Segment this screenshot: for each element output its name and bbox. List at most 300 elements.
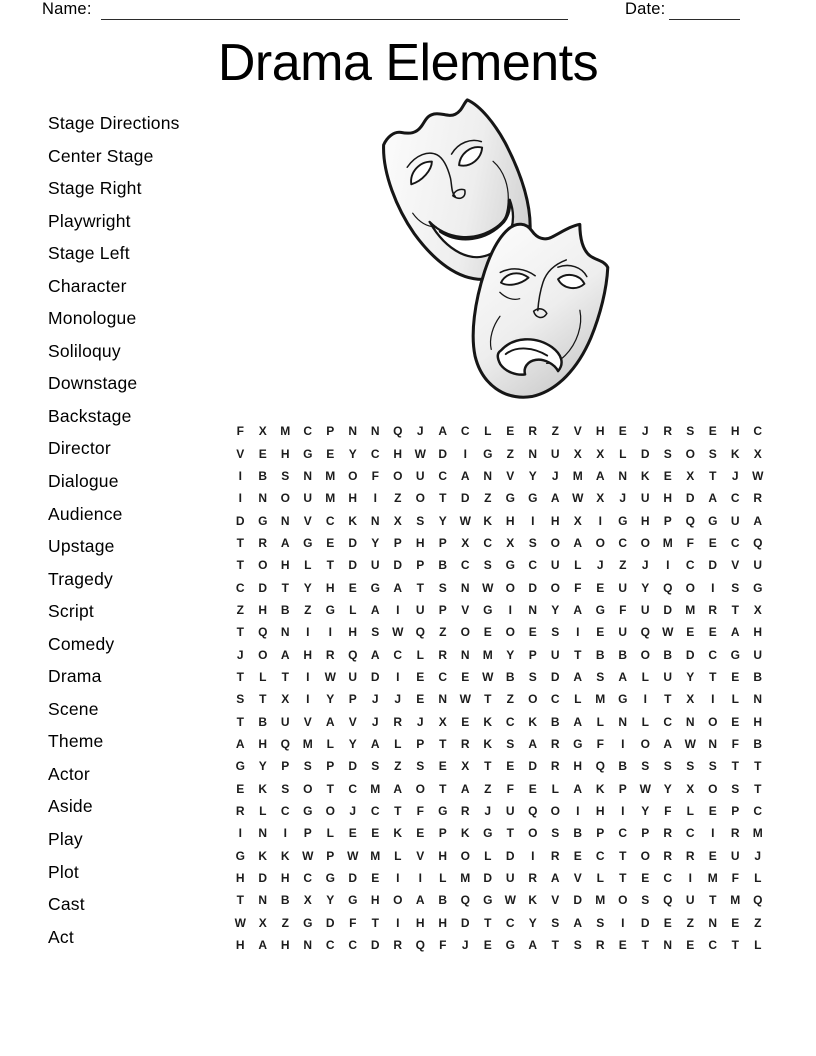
grid-letter: N: [370, 513, 380, 528]
grid-letter: X: [281, 692, 290, 707]
grid-letter: W: [482, 669, 494, 684]
grid-letter: S: [416, 759, 425, 774]
grid-letter: Y: [663, 781, 672, 796]
grid-letter: S: [528, 535, 537, 550]
grid-letter: S: [641, 759, 650, 774]
grid-letter: Z: [506, 692, 514, 707]
grid-letter: J: [371, 714, 379, 729]
grid-letter: B: [280, 602, 290, 617]
grid-letter: Z: [754, 915, 762, 930]
grid-letter: A: [753, 513, 763, 528]
grid-letter: O: [528, 692, 538, 707]
grid-letter: E: [416, 692, 425, 707]
grid-letter: Z: [281, 915, 289, 930]
grid-letter: S: [371, 625, 380, 640]
grid-letter: O: [640, 736, 650, 751]
grid-letter: G: [708, 513, 718, 528]
grid-letter: E: [236, 781, 245, 796]
grid-letter: H: [258, 736, 268, 751]
grid-letter: G: [505, 491, 515, 506]
grid-letter: L: [731, 692, 739, 707]
name-label: Name:: [42, 0, 92, 18]
grid-letter: S: [551, 915, 560, 930]
grid-letter: Y: [371, 535, 380, 550]
word-list-item: Act: [48, 926, 74, 947]
grid-letter: J: [416, 424, 424, 439]
grid-letter: J: [349, 804, 357, 819]
grid-letter: J: [236, 647, 244, 662]
grid-letter: D: [528, 759, 538, 774]
grid-letter: U: [348, 669, 358, 684]
grid-letter: H: [550, 513, 560, 528]
grid-letter: L: [596, 871, 604, 886]
grid-letter: L: [349, 602, 357, 617]
grid-letter: C: [483, 535, 493, 550]
grid-letter: R: [528, 871, 538, 886]
grid-letter: R: [235, 804, 245, 819]
grid-letter: J: [641, 424, 649, 439]
grid-letter: B: [258, 714, 268, 729]
grid-letter: U: [640, 602, 650, 617]
grid-letter: I: [621, 804, 625, 819]
grid-letter: I: [396, 915, 400, 930]
grid-letter: L: [484, 424, 492, 439]
grid-letter: Q: [753, 535, 763, 550]
grid-letter: H: [258, 602, 268, 617]
grid-letter: B: [505, 669, 515, 684]
grid-letter: H: [573, 759, 583, 774]
grid-letter: C: [325, 938, 335, 953]
grid-letter: C: [460, 558, 470, 573]
grid-letter: G: [258, 513, 268, 528]
grid-letter: O: [640, 848, 650, 863]
grid-letter: T: [439, 781, 447, 796]
grid-letter: D: [640, 915, 650, 930]
grid-letter: G: [325, 871, 335, 886]
grid-letter: I: [306, 692, 310, 707]
grid-letter: S: [371, 759, 380, 774]
grid-letter: U: [280, 714, 290, 729]
grid-letter: L: [596, 714, 604, 729]
grid-letter: H: [280, 938, 290, 953]
grid-letter: E: [596, 625, 605, 640]
grid-letter: G: [595, 602, 605, 617]
grid-letter: W: [302, 848, 314, 863]
grid-letter: N: [303, 938, 313, 953]
grid-letter: F: [731, 871, 739, 886]
grid-letter: P: [596, 826, 605, 841]
grid-letter: B: [618, 647, 628, 662]
grid-letter: P: [416, 558, 425, 573]
grid-letter: Q: [753, 893, 763, 908]
grid-letter: I: [238, 826, 242, 841]
grid-letter: U: [685, 893, 695, 908]
grid-letter: Z: [304, 602, 312, 617]
grid-letter: S: [663, 446, 672, 461]
grid-letter: E: [596, 580, 605, 595]
grid-letter: C: [550, 692, 560, 707]
grid-letter: Q: [460, 893, 470, 908]
grid-letter: C: [708, 647, 718, 662]
grid-letter: E: [708, 804, 717, 819]
grid-letter: U: [550, 446, 560, 461]
grid-letter: E: [641, 871, 650, 886]
grid-letter: X: [438, 714, 447, 729]
grid-letter: T: [709, 893, 717, 908]
grid-letter: X: [686, 692, 695, 707]
grid-letter: J: [551, 468, 559, 483]
grid-letter: X: [753, 602, 762, 617]
grid-letter: D: [348, 558, 358, 573]
word-list-item: Script: [48, 601, 94, 622]
grid-letter: I: [396, 602, 400, 617]
grid-letter: S: [573, 938, 582, 953]
grid-letter: L: [641, 669, 649, 684]
grid-letter: H: [370, 893, 380, 908]
grid-letter: C: [303, 424, 313, 439]
grid-letter: L: [641, 714, 649, 729]
grid-letter: C: [753, 424, 763, 439]
grid-letter: Z: [506, 446, 514, 461]
grid-letter: C: [325, 513, 335, 528]
grid-letter: E: [461, 669, 470, 684]
grid-letter: E: [528, 781, 537, 796]
grid-letter: C: [393, 647, 403, 662]
grid-letter: C: [370, 804, 380, 819]
grid-letter: A: [595, 468, 605, 483]
grid-letter: N: [460, 580, 470, 595]
grid-letter: C: [505, 915, 515, 930]
grid-letter: J: [731, 468, 739, 483]
grid-letter: Q: [640, 625, 650, 640]
grid-letter: R: [438, 647, 448, 662]
grid-letter: O: [348, 468, 358, 483]
grid-letter: H: [325, 580, 335, 595]
grid-letter: P: [438, 826, 447, 841]
grid-letter: D: [663, 602, 673, 617]
grid-letter: Q: [348, 647, 358, 662]
grid-letter: N: [708, 915, 718, 930]
grid-letter: R: [663, 826, 673, 841]
grid-letter: J: [619, 491, 627, 506]
word-list-item: Upstage: [48, 536, 115, 557]
grid-letter: I: [688, 871, 692, 886]
grid-letter: P: [641, 826, 650, 841]
grid-letter: D: [708, 558, 718, 573]
grid-letter: O: [415, 491, 425, 506]
grid-letter: R: [258, 535, 268, 550]
grid-letter: D: [370, 938, 380, 953]
word-list-item: Actor: [48, 763, 90, 784]
grid-letter: O: [258, 647, 268, 662]
date-label: Date:: [625, 0, 666, 18]
grid-letter: Y: [528, 915, 537, 930]
grid-letter: G: [730, 647, 740, 662]
grid-letter: K: [528, 714, 538, 729]
grid-letter: J: [484, 804, 492, 819]
word-list-item: Center Stage: [48, 145, 154, 166]
grid-letter: X: [596, 446, 605, 461]
grid-letter: G: [303, 446, 313, 461]
grid-letter: E: [528, 625, 537, 640]
grid-letter: M: [572, 468, 583, 483]
grid-letter: T: [641, 938, 649, 953]
grid-letter: I: [711, 826, 715, 841]
grid-letter: F: [596, 736, 604, 751]
grid-letter: O: [618, 893, 628, 908]
grid-letter: R: [393, 938, 403, 953]
grid-letter: R: [663, 848, 673, 863]
comedy-tragedy-masks-image: [368, 96, 630, 408]
word-list-item: Director: [48, 438, 111, 459]
grid-letter: C: [348, 781, 358, 796]
grid-letter: T: [619, 848, 627, 863]
grid-letter: E: [731, 915, 740, 930]
grid-letter: H: [235, 871, 245, 886]
grid-letter: L: [304, 558, 312, 573]
grid-letter: I: [238, 491, 242, 506]
grid-letter: E: [618, 424, 627, 439]
grid-letter: O: [640, 535, 650, 550]
grid-letter: O: [528, 826, 538, 841]
grid-letter: E: [618, 938, 627, 953]
grid-letter: N: [618, 468, 628, 483]
grid-letter: S: [686, 759, 695, 774]
grid-letter: U: [505, 871, 515, 886]
grid-letter: H: [235, 938, 245, 953]
grid-letter: G: [235, 759, 245, 774]
grid-letter: K: [483, 714, 493, 729]
grid-letter: G: [618, 513, 628, 528]
grid-letter: T: [416, 580, 424, 595]
grid-letter: N: [258, 826, 268, 841]
grid-letter: D: [325, 915, 335, 930]
grid-letter: D: [370, 669, 380, 684]
grid-letter: Q: [663, 580, 673, 595]
grid-letter: E: [686, 625, 695, 640]
grid-letter: D: [348, 759, 358, 774]
grid-letter: L: [416, 647, 424, 662]
grid-letter: D: [573, 893, 583, 908]
grid-letter: A: [415, 893, 425, 908]
grid-letter: A: [550, 871, 560, 886]
grid-letter: A: [730, 625, 740, 640]
grid-letter: F: [416, 804, 424, 819]
grid-letter: P: [348, 692, 357, 707]
grid-letter: M: [752, 826, 763, 841]
grid-letter: G: [438, 804, 448, 819]
grid-letter: D: [505, 848, 515, 863]
grid-letter: O: [303, 781, 313, 796]
grid-letter: S: [281, 781, 290, 796]
name-blank-line[interactable]: [101, 2, 568, 20]
grid-letter: O: [258, 558, 268, 573]
grid-letter: A: [573, 781, 583, 796]
grid-letter: I: [283, 826, 287, 841]
grid-letter: J: [596, 558, 604, 573]
grid-letter: C: [348, 938, 358, 953]
grid-letter: K: [258, 781, 268, 796]
grid-letter: G: [370, 580, 380, 595]
grid-letter: Y: [438, 513, 447, 528]
grid-letter: C: [370, 446, 380, 461]
grid-letter: R: [730, 826, 740, 841]
grid-letter: N: [618, 714, 628, 729]
grid-letter: C: [663, 871, 673, 886]
grid-letter: M: [595, 692, 606, 707]
grid-letter: W: [504, 893, 516, 908]
grid-letter: A: [393, 580, 403, 595]
grid-letter: C: [663, 714, 673, 729]
grid-letter: R: [550, 736, 560, 751]
grid-letter: S: [708, 759, 717, 774]
grid-letter: L: [754, 871, 762, 886]
grid-letter: X: [303, 893, 312, 908]
grid-letter: N: [438, 692, 448, 707]
grid-letter: S: [731, 580, 740, 595]
grid-letter: N: [483, 468, 493, 483]
grid-letter: T: [326, 781, 334, 796]
grid-letter: V: [303, 714, 312, 729]
grid-letter: M: [370, 781, 381, 796]
grid-letter: X: [573, 513, 582, 528]
grid-letter: D: [348, 871, 358, 886]
grid-letter: M: [685, 602, 696, 617]
grid-letter: E: [326, 535, 335, 550]
grid-letter: A: [573, 915, 583, 930]
grid-letter: F: [439, 938, 447, 953]
grid-letter: O: [280, 491, 290, 506]
grid-letter: E: [438, 759, 447, 774]
grid-letter: C: [753, 804, 763, 819]
grid-letter: N: [753, 692, 763, 707]
grid-letter: Y: [506, 647, 515, 662]
grid-letter: A: [370, 736, 380, 751]
grid-letter: O: [640, 647, 650, 662]
date-blank-line[interactable]: [669, 2, 740, 20]
grid-letter: T: [506, 826, 514, 841]
grid-letter: G: [303, 804, 313, 819]
word-list-item: Downstage: [48, 373, 138, 394]
grid-letter: N: [303, 468, 313, 483]
grid-letter: J: [641, 558, 649, 573]
grid-letter: V: [573, 871, 582, 886]
grid-letter: U: [753, 558, 763, 573]
grid-letter: B: [258, 468, 268, 483]
grid-letter: K: [595, 781, 605, 796]
grid-letter: C: [730, 535, 740, 550]
grid-letter: B: [280, 893, 290, 908]
grid-letter: R: [528, 424, 538, 439]
grid-letter: F: [371, 468, 379, 483]
grid-letter: T: [731, 938, 739, 953]
word-list-item: Backstage: [48, 405, 132, 426]
grid-letter: W: [639, 781, 651, 796]
grid-letter: R: [460, 804, 470, 819]
grid-letter: D: [393, 558, 403, 573]
grid-letter: B: [438, 558, 448, 573]
grid-letter: B: [595, 647, 605, 662]
grid-letter: N: [528, 602, 538, 617]
grid-letter: I: [621, 915, 625, 930]
grid-letter: X: [596, 491, 605, 506]
grid-letter: W: [324, 669, 336, 684]
grid-letter: A: [235, 736, 245, 751]
grid-letter: U: [730, 513, 740, 528]
grid-letter: R: [685, 848, 695, 863]
grid-letter: W: [684, 736, 696, 751]
grid-letter: E: [348, 826, 357, 841]
grid-letter: M: [482, 647, 493, 662]
grid-letter: I: [711, 692, 715, 707]
grid-letter: A: [573, 535, 583, 550]
grid-letter: G: [235, 848, 245, 863]
grid-letter: S: [438, 580, 447, 595]
grid-letter: M: [280, 424, 291, 439]
grid-letter: S: [416, 513, 425, 528]
grid-letter: V: [461, 602, 470, 617]
grid-letter: P: [663, 513, 672, 528]
word-list-item: Stage Right: [48, 178, 142, 199]
grid-letter: X: [461, 759, 470, 774]
grid-letter: E: [461, 714, 470, 729]
grid-letter: T: [439, 736, 447, 751]
grid-letter: T: [709, 669, 717, 684]
grid-letter: N: [708, 736, 718, 751]
grid-letter: B: [550, 714, 560, 729]
grid-letter: H: [753, 625, 763, 640]
grid-letter: H: [730, 424, 740, 439]
grid-letter: D: [528, 580, 538, 595]
grid-letter: T: [551, 938, 559, 953]
grid-letter: T: [236, 893, 244, 908]
grid-letter: G: [753, 580, 763, 595]
grid-letter: T: [236, 669, 244, 684]
grid-letter: A: [528, 736, 538, 751]
grid-letter: C: [618, 535, 628, 550]
grid-letter: E: [663, 915, 672, 930]
grid-letter: T: [731, 602, 739, 617]
word-list-item: Dialogue: [48, 471, 119, 492]
grid-letter: A: [393, 781, 403, 796]
grid-letter: A: [573, 714, 583, 729]
grid-letter: D: [258, 580, 268, 595]
grid-letter: K: [393, 826, 403, 841]
grid-letter: V: [731, 558, 740, 573]
word-list-item: Theme: [48, 731, 104, 752]
grid-letter: D: [438, 446, 448, 461]
grid-letter: D: [685, 647, 695, 662]
grid-letter: Z: [439, 625, 447, 640]
grid-letter: F: [574, 580, 582, 595]
grid-letter: X: [461, 535, 470, 550]
grid-letter: H: [348, 625, 358, 640]
grid-letter: F: [236, 424, 244, 439]
grid-letter: Y: [348, 446, 357, 461]
grid-letter: O: [550, 580, 560, 595]
grid-letter: Y: [686, 669, 695, 684]
grid-letter: C: [438, 468, 448, 483]
grid-letter: B: [438, 893, 448, 908]
grid-letter: Z: [686, 915, 694, 930]
grid-letter: E: [326, 446, 335, 461]
grid-letter: I: [306, 625, 310, 640]
grid-letter: M: [595, 893, 606, 908]
grid-letter: E: [573, 848, 582, 863]
grid-letter: T: [484, 915, 492, 930]
grid-letter: T: [754, 781, 762, 796]
word-list-item: Cast: [48, 894, 85, 915]
